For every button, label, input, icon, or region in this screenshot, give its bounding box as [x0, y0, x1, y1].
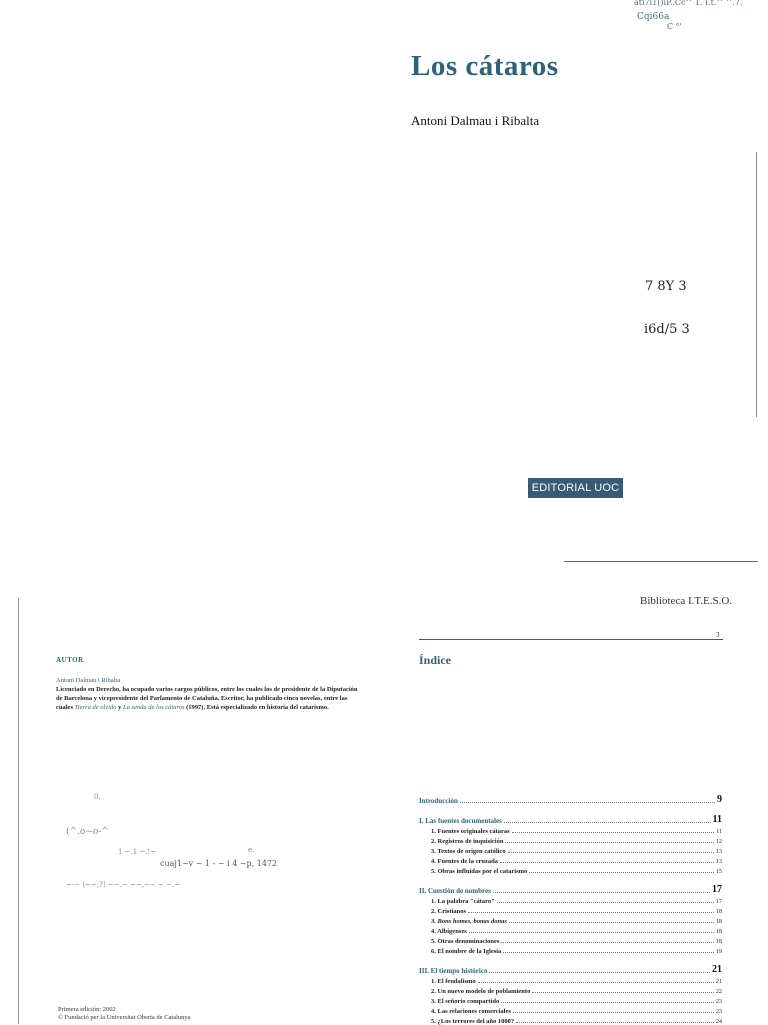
- toc-section-row: [419, 985, 722, 995]
- toc-entry-page: 12: [716, 839, 722, 845]
- index-top-rule: [419, 639, 723, 640]
- author-heading: AUTOR: [56, 656, 84, 664]
- toc-entry-page: 11: [716, 829, 722, 835]
- toc-leader-dots: [509, 921, 714, 923]
- toc-section-row: [419, 945, 722, 955]
- toc-entry-label: II. Cuestión de nombres: [419, 887, 491, 895]
- toc-section-row: [419, 975, 722, 985]
- toc-entry-label: 1. Fuentes originales cátaras: [431, 828, 510, 835]
- cover-author: Antoni Dalmau i Ribalta: [411, 113, 540, 128]
- toc-section-row: [419, 865, 722, 875]
- toc-section-row: [419, 935, 722, 945]
- toc-entry-label: 3. El señorío compartido: [431, 998, 500, 1005]
- toc-entry-label: 4. Las relaciones comerciales: [431, 1008, 511, 1015]
- toc-entry-page: 18: [716, 919, 722, 925]
- toc-entry-page: 21: [716, 979, 722, 985]
- toc-entry-page: 24: [716, 1019, 722, 1025]
- toc-leader-dots: [501, 941, 714, 943]
- toc-entry-page: 18: [716, 939, 722, 945]
- faint-mark-2: (^.o~o-^: [66, 827, 109, 837]
- toc-entry-page: 18: [716, 909, 722, 915]
- toc-leader-dots: [493, 891, 710, 893]
- toc-entry-page: 11: [712, 814, 722, 825]
- toc-leader-dots: [503, 951, 714, 953]
- toc-entry-label: 5. Obras influidas por el catarismo: [431, 868, 528, 875]
- toc-entry-page: 15: [716, 869, 722, 875]
- faint-mark-1: 0,: [94, 793, 101, 801]
- toc-entry-page: 23: [716, 999, 722, 1005]
- toc-section-row: [419, 915, 722, 925]
- bio-text-2: . Está especializado en historia del catarismo.: [203, 704, 329, 711]
- handwritten-note-1: 7 8Y 3: [645, 279, 687, 294]
- toc-leader-dots: [489, 971, 710, 973]
- toc-entry-label: 2. Registros de inquisición: [431, 838, 504, 845]
- author-bio: [56, 676, 360, 712]
- toc-entry-page: 17: [712, 884, 722, 895]
- toc-entry-label: III. El tiempo histórico: [419, 967, 488, 975]
- toc-entry-label: 1. La palabra "cátaro": [431, 898, 495, 905]
- toc-entry-label: 4. Albigenses: [431, 928, 467, 935]
- toc-entry-label: 4. Fuentes de la cruzada: [431, 858, 498, 865]
- toc-entry-page: 9: [717, 794, 722, 805]
- toc-chapter-row: [419, 885, 722, 895]
- toc-entry-label: 6. El nombre de la Iglesia: [431, 948, 502, 955]
- top-scribble-2: Cqi66a: [637, 12, 670, 22]
- toc-section-row: [419, 855, 722, 865]
- top-scribble-1: ati7i1()iP..Cc^ 1. I.t.^ ^.7.: [634, 0, 743, 7]
- toc-entry-label: 2. Un nuevo modelo de poblamiento: [431, 988, 531, 995]
- toc-leader-dots: [501, 1001, 714, 1003]
- toc-leader-dots: [478, 981, 714, 983]
- library-stamp: Biblioteca I.T.E.S.O.: [640, 595, 733, 607]
- toc-chapter-row: [419, 815, 722, 825]
- toc-entry-label: Introducción: [419, 797, 458, 805]
- faint-mark-4: e.: [248, 846, 255, 854]
- toc-leader-dots: [469, 931, 714, 933]
- toc-entry-page: 13: [716, 859, 722, 865]
- toc-leader-dots: [508, 851, 714, 853]
- edition-info: [58, 1006, 191, 1022]
- toc-section-row: [419, 895, 722, 905]
- edition-line-1: Primera edición: 2002: [58, 1006, 116, 1013]
- toc-leader-dots: [504, 821, 711, 823]
- toc-chapter-row: [419, 965, 722, 975]
- toc-entry-label: I. Las fuentes documentales: [419, 817, 502, 825]
- toc-section-row: [419, 1005, 722, 1015]
- handwritten-note-2: i6d/5 3: [644, 322, 690, 337]
- edition-line-2: © Fundació per la Universitat Oberta de Catalunya: [58, 1014, 191, 1021]
- toc-section-row: [419, 995, 722, 1005]
- toc-leader-dots: [460, 801, 715, 803]
- top-scribble-3: C °': [667, 22, 682, 31]
- toc-leader-dots: [532, 991, 714, 993]
- toc-entry-label: 5. ¿Los terrores del año 1000?: [431, 1018, 515, 1025]
- faint-mark-3: 1 ~.1 ~.!~: [118, 848, 157, 856]
- author-name: Antoni Dalmau i Ribalta: [56, 677, 121, 684]
- toc-entry-page: 17: [716, 899, 722, 905]
- toc-entry-label: 2. Cristianos: [431, 908, 467, 915]
- book-title: Los cátaros: [411, 50, 559, 82]
- toc-section-row: [419, 835, 722, 845]
- index-title: Índice: [419, 653, 452, 667]
- toc-section-row: [419, 905, 722, 915]
- toc-leader-dots: [512, 831, 715, 833]
- page-edge-line: [756, 152, 757, 417]
- bio-title-2: La senda de los cátaros: [123, 704, 185, 711]
- bio-title-1: Tierra de olvido: [74, 704, 117, 711]
- toc-leader-dots: [513, 1011, 714, 1013]
- toc-section-row: [419, 825, 722, 835]
- toc-section-row: [419, 925, 722, 935]
- author-bio-text: [56, 685, 360, 712]
- toc-leader-dots: [529, 871, 714, 873]
- toc-leader-dots: [500, 861, 714, 863]
- toc-entry-label: 5. Otras denominaciones: [431, 938, 500, 945]
- toc-entry-page: 21: [712, 964, 722, 975]
- toc-entry-page: 18: [716, 929, 722, 935]
- toc-chapter-row: [419, 795, 722, 805]
- toc-entry-label: 3. Textos de origen católico: [431, 848, 506, 855]
- toc-entry-page: 13: [716, 849, 722, 855]
- toc-leader-dots: [516, 1021, 714, 1023]
- left-page-edge: [18, 598, 19, 1024]
- toc-leader-dots: [468, 911, 714, 913]
- bio-year: (1997): [186, 704, 204, 711]
- toc-entry-page: 19: [716, 949, 722, 955]
- bio-sep: y: [118, 704, 122, 711]
- toc-leader-dots: [497, 901, 714, 903]
- toc-leader-dots: [505, 841, 714, 843]
- faint-mark-5: cuaj1~v ~ 1 - ~ i 4 ~p, 1472: [160, 859, 278, 868]
- publisher-badge: EDITORIAL UOC: [528, 478, 623, 498]
- page-number: 3: [716, 631, 720, 639]
- toc-entry-label: 3. Bons homes, bonas donas: [431, 918, 507, 925]
- faint-mark-6: ~-~ (~~;?! ~~.~ ~~,~~ ~ ~.~: [66, 881, 180, 889]
- cover-divider: [564, 561, 758, 562]
- toc-entry-page: 23: [716, 1009, 722, 1015]
- toc-entry-label: 1. El feudalismo: [431, 978, 476, 985]
- toc-entry-page: 22: [716, 989, 722, 995]
- bio-text-1: Licenciado en Derecho, ha ocupado varios cargos públicos, entre los cuales los de presidente de la Diputación de Barcelona y vicepresidente del Parlamento de Cataluña. Escritor, ha publicado cinco novelas, entre las cuales: [56, 686, 358, 711]
- toc-section-row: [419, 845, 722, 855]
